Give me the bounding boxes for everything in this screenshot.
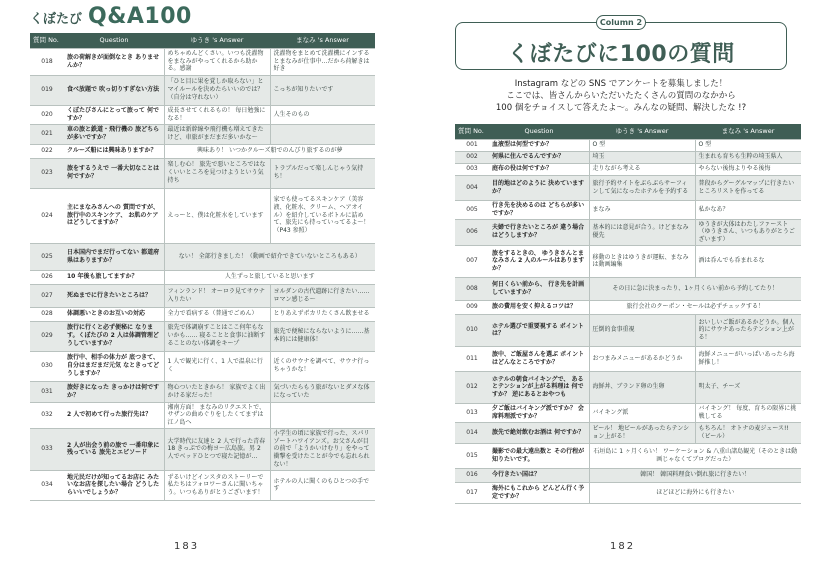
row-mana-answer: ヨルダンの古代遺跡に行きたい……ロマン感じる〜 — [270, 284, 375, 307]
row-question: 地元民だけが知ってるお店に みたいなお店を探したい場合 どうしたらいいでしょうか？ — [64, 470, 164, 500]
row-number: 007 — [455, 245, 489, 277]
qa-table-right — [455, 124, 801, 504]
row-question: 海外にもこれから どんどん行く予定ですか？ — [489, 482, 589, 503]
row-shared-answer: ない！ 全部行きました！（動画で紹介できていないところもある） — [164, 243, 375, 270]
table-row — [30, 105, 375, 124]
row-mana-answer: 旅先で便秘にならないように……基本的には健康体！ — [270, 321, 375, 351]
row-number: 025 — [30, 243, 64, 270]
row-number: 034 — [30, 470, 64, 500]
row-number: 022 — [30, 144, 64, 158]
row-yuki-answer: 走りながら考える — [589, 163, 695, 175]
row-number: 023 — [30, 158, 64, 188]
row-question: 何日くらい前から、 行き先を計画していますか？ — [489, 277, 589, 300]
intro-line: 100 個をチョイスして答えたよ〜。みんなの疑問、解決したな !? — [495, 103, 747, 114]
row-question: 死ぬまでに行きたいところは？ — [64, 284, 164, 307]
header-no: 質問 No. — [455, 124, 489, 139]
table-row — [455, 346, 801, 371]
table-row — [455, 151, 801, 163]
row-question: 行き先を決めるのは どちらが多いですか？ — [489, 200, 589, 219]
row-number: 009 — [455, 300, 489, 314]
row-mana-answer — [270, 402, 375, 428]
table-header-row — [30, 33, 375, 48]
row-question: 旅行に行くと必ず便秘に なります。くぼたびの 2 人は体調管理どうしていますか？ — [64, 321, 164, 351]
row-mana-answer: もちろん！ オトナの麦ジュース!!（ビール） — [695, 422, 801, 443]
page-number-right: 182 — [610, 541, 636, 552]
row-number: 026 — [30, 270, 64, 284]
row-number: 032 — [30, 402, 64, 428]
page-number-left: 183 — [174, 541, 200, 552]
row-yuki-answer: ビール！ 地ビールがあったらテンション上がる！ — [589, 422, 695, 443]
row-question: 夫婦で行きたいところが 違う場合はどうしますか？ — [489, 219, 589, 245]
row-yuki-answer: 大学時代に友達と 2 人で行った青春 18 きっぷでの梅ヨ〜広島旅。男 2 人でベッドひとつで寝た記憶が… — [164, 428, 270, 470]
row-mana-answer: 普段からグーグルマップに行きたいところリストを作ってる — [695, 175, 801, 200]
row-question: 車の旅と鉄道・飛行機の 旅どちらが多いですか？ — [64, 124, 164, 144]
row-yuki-answer: 「ひと目に果を覚しか取らない」とマイルールを決めたらいいのでは？（自分は守れない） — [164, 75, 270, 105]
row-question: 旅好きになった きっかけは何ですか？ — [64, 381, 164, 402]
row-yuki-answer: O 型 — [589, 139, 695, 151]
brand-large: Q&A100 — [88, 4, 192, 29]
table-row — [30, 351, 375, 381]
row-yuki-answer: 埼玉 — [589, 151, 695, 163]
row-yuki-answer: 全力で看病する（普通でごめん） — [164, 307, 270, 321]
table-row — [455, 300, 801, 314]
row-mana-answer: バイキング！ 毎度、育ちの限界に挑戦してる — [695, 403, 801, 422]
header-mana: まなみ 's Answer — [270, 33, 375, 48]
row-question: 主にまなみさんへの 質問ですが、 旅行中のスキンケア、 お肌のケアはどうしてますか？ — [64, 188, 164, 243]
row-shared-answer: その日に急に決まったり、1ヶ月くらい前から予約してたり！ — [589, 277, 801, 300]
row-yuki-answer: 最近は新幹線や飛行機も増えてきたけど、車旅がまだまだ多いかな〜 — [164, 124, 270, 144]
row-number: 017 — [455, 482, 489, 503]
row-question: 2 人で初めて行った旅行先は？ — [64, 402, 164, 428]
row-shared-answer: 人生ずっと旅していると思います — [164, 270, 375, 284]
row-number: 006 — [455, 219, 489, 245]
row-yuki-answer: えっーと、僕は化粧水をしています — [164, 188, 270, 243]
row-number: 021 — [30, 124, 64, 144]
row-number: 014 — [455, 422, 489, 443]
table-row — [30, 144, 375, 158]
row-question: 旅先で絶対飲むお酒は 何ですか？ — [489, 422, 589, 443]
row-shared-answer: 韓国！ 韓国料理食い倒れ旅に行きたい！ — [589, 468, 801, 482]
table-row — [455, 200, 801, 219]
row-mana-answer: 海鮮メニューがいっぱいあったら海鮮推し！ — [695, 346, 801, 371]
row-number: 019 — [30, 75, 64, 105]
table-row — [30, 48, 375, 75]
row-question: 今行きたい国は？ — [489, 468, 589, 482]
row-yuki-answer: 物心ついたときから！ 家族でよく出かける家だった！ — [164, 381, 270, 402]
table-row — [455, 403, 801, 422]
row-number: 020 — [30, 105, 64, 124]
row-number: 012 — [455, 371, 489, 403]
table-row — [455, 482, 801, 503]
row-question: 庭布の役は何ですか？ — [489, 163, 589, 175]
row-yuki-answer: ずるいけどインスタのストーリーで私たちはフォロワーさんに聞いちゃう。いつもありがとうございます！ — [164, 470, 270, 500]
row-number: 018 — [30, 48, 64, 75]
header-yuki: ゆうき 's Answer — [164, 33, 270, 48]
table-row — [30, 402, 375, 428]
row-shared-answer: 旅行会社のクーポン・セールは必ずチェックする！ — [589, 300, 801, 314]
row-question: 血液型は何型ですか？ — [489, 139, 589, 151]
row-yuki-answer: フィンランド！ オーロラ見てサウナ入りたい — [164, 284, 270, 307]
row-yuki-answer: 成長させてくれるもの！ 毎日勉強になる！ — [164, 105, 270, 124]
row-mana-answer: 近くのサウナを調べて、サウナ行っちゃうかな！ — [270, 351, 375, 381]
table-row — [455, 314, 801, 346]
row-yuki-answer: 旅行予約サイトをぶらぶらサーフィンして気になったホテルを予約する — [589, 175, 695, 200]
table-row — [30, 321, 375, 351]
row-number: 033 — [30, 428, 64, 470]
row-mana-answer: 人生そのもの — [270, 105, 375, 124]
row-yuki-answer: 旅先で体調崩すことはここ何年もないかも…… 寝ることと食事に油断することのない体調をキープ — [164, 321, 270, 351]
row-question: 夕ご飯はバイキング派ですか？ 会席料理派ですか？ — [489, 403, 589, 422]
row-question: 2 人が出会う前の旅で 一番印象に残っている 旅先とエピソード — [64, 428, 164, 470]
table-row — [455, 371, 801, 403]
row-question: 旅の荷解きが面倒なとき ありませんか？ — [64, 48, 164, 75]
row-mana-answer: 明太子、チーズ — [695, 371, 801, 403]
row-yuki-answer: 海鮮丼、ブランド卵の生卵 — [589, 371, 695, 403]
row-number: 028 — [30, 307, 64, 321]
row-number: 030 — [30, 351, 64, 381]
table-row — [30, 284, 375, 307]
row-mana-answer: トラブルだって楽しんじゃう気持ち！ — [270, 158, 375, 188]
table-row — [455, 219, 801, 245]
row-yuki-answer: 楽しむ心！ 旅先で悪いところではなくいいところを見つけようという気持ち — [164, 158, 270, 188]
row-number: 011 — [455, 346, 489, 371]
row-number: 027 — [30, 284, 64, 307]
intro-text — [455, 78, 787, 114]
header-yuki: ゆうき 's Answer — [589, 124, 695, 139]
table-row — [455, 245, 801, 277]
table-row — [455, 422, 801, 443]
table-row — [30, 381, 375, 402]
row-number: 029 — [30, 321, 64, 351]
row-yuki-answer: 圧倒的食事重視 — [589, 314, 695, 346]
row-yuki-answer: めちゃめんどくさい。いつも洗濯物をまなみがやってくれるから助かる。感謝 — [164, 48, 270, 75]
row-yuki-answer: まなみ — [589, 200, 695, 219]
table-row — [455, 277, 801, 300]
row-question: 何県に住んでるんですか？ — [489, 151, 589, 163]
row-yuki-answer: 移動のときはゆうきが運転、まなみは動画編集 — [589, 245, 695, 277]
intro-line: ここでは、皆さんからいただいたたくさんの質問のなかから — [506, 91, 736, 102]
row-number: 003 — [455, 163, 489, 175]
table-row — [455, 139, 801, 151]
brand-header — [30, 4, 192, 29]
row-number: 013 — [455, 403, 489, 422]
row-question: 目的地はどのように 決めていますか？ — [489, 175, 589, 200]
row-question: くぼたびさんにとって旅って 何ですか？ — [64, 105, 164, 124]
row-question: 食べ放題で 吹っ切りすぎない方法 — [64, 75, 164, 105]
page-title: くぼたびに100の質問 — [507, 42, 735, 67]
row-yuki-answer: バイキング派 — [589, 403, 695, 422]
table-row — [455, 468, 801, 482]
table-row — [455, 443, 801, 468]
table-row — [30, 270, 375, 284]
table-row — [30, 158, 375, 188]
row-mana-answer: おいしいご飯があるかどうか。個人的にサウナあったらテンション上がる！ — [695, 314, 801, 346]
table-header-row — [455, 124, 801, 139]
row-question: 旅をするうえで 一番大切なことは何ですか？ — [64, 158, 164, 188]
header-mana: まなみ 's Answer — [695, 124, 801, 139]
row-question: 旅行中、相手の体力が 底つきて、自分はまだまだ元気 なときってどうしますか？ — [64, 351, 164, 381]
row-question: 日本国内でまだ行ってない 都道府県はありますか？ — [64, 243, 164, 270]
row-mana-answer: やらない後悔よりやる後悔 — [695, 163, 801, 175]
brand-small: くぼたび — [30, 12, 83, 27]
row-number: 024 — [30, 188, 64, 243]
row-mana-answer: 気づいたらもう旅がないとダメな体になっていた — [270, 381, 375, 402]
table-row — [30, 124, 375, 144]
table-row — [30, 307, 375, 321]
table-row — [30, 75, 375, 105]
row-mana-answer: 生まれも育ちも生粋の埼玉県人 — [695, 151, 801, 163]
row-question: 体調悪いときのお互いの対応 — [64, 307, 164, 321]
row-mana-answer: 小学生の頃に家族で行った、スパリゾートハワイアンズ。お父さんが目の前で「ようかいけむり」をやって衝撃を受けたことが今でも忘れられない！ — [270, 428, 375, 470]
row-mana-answer: ホテルの人に聞くのもひとつの手です — [270, 470, 375, 500]
row-question: ホテルの朝食バイキングで、 あるとテンションが上がる料理は 何ですか？ 逆にあるとおやつも — [489, 371, 589, 403]
row-shared-answer: 石垣島に 1 ヶ月くらい！ ワーケーション & 八重山諸島観光（そのときは動画じゃなくてブログだった） — [589, 443, 801, 468]
row-yuki-answer: 1 人で観光に行く、1 人で温泉に行く — [164, 351, 270, 381]
row-question: 旅中、ご飯屋さんを選ぶ ポイントはどんなところですか？ — [489, 346, 589, 371]
table-row — [30, 188, 375, 243]
row-mana-answer: こっちが知りたいです — [270, 75, 375, 105]
row-number: 004 — [455, 175, 489, 200]
row-number: 015 — [455, 443, 489, 468]
header-question: Question — [64, 33, 164, 48]
table-row — [30, 428, 375, 470]
row-number: 005 — [455, 200, 489, 219]
table-row — [455, 175, 801, 200]
right-page — [413, 0, 826, 583]
row-mana-answer — [270, 124, 375, 144]
row-question: 10 年後も旅してますか？ — [64, 270, 164, 284]
row-question: 旅の費用を安く抑えるコツは？ — [489, 300, 589, 314]
row-mana-answer: とりあえずポカリたくさん飲ませる — [270, 307, 375, 321]
row-mana-answer: ゆうきが大体はわたしファースト（ゆうきさん、いつもありがとうございます） — [695, 219, 801, 245]
row-mana-answer: 私かなあ？ — [695, 200, 801, 219]
row-question: クルーズ船には興味ありますか？ — [64, 144, 164, 158]
header-question: Question — [489, 124, 589, 139]
row-shared-answer: 興味あり！ いつかクルーズ船でのんびり旅するのが夢 — [164, 144, 375, 158]
row-number: 008 — [455, 277, 489, 300]
table-row — [30, 470, 375, 500]
row-question: 撮影での最大遠出数と その行程が知りたいです。 — [489, 443, 589, 468]
row-question: ホテル選びで重要視する ポイントは？ — [489, 314, 589, 346]
row-yuki-answer: おつまみメニューがあるかどうか — [589, 346, 695, 371]
row-yuki-answer: 基本的には意見が合う。けどまなみ優先 — [589, 219, 695, 245]
row-number: 016 — [455, 468, 489, 482]
row-number: 010 — [455, 314, 489, 346]
row-number: 001 — [455, 139, 489, 151]
row-yuki-answer: 湘南方面！ まなみのリクエストで、サザンの曲めぐりをしたくてまずは江ノ島へ — [164, 402, 270, 428]
row-mana-answer: 酒は呑んでも呑まれるな — [695, 245, 801, 277]
intro-line: Instagram などの SNS でアンケートを募集しました！ — [514, 79, 728, 89]
row-number: 031 — [30, 381, 64, 402]
table-row — [30, 243, 375, 270]
row-shared-answer: ほどほどに海外にも行きたい — [589, 482, 801, 503]
qa-table-left — [30, 33, 375, 501]
row-mana-answer: 洗濯物をまとめて洗濯機にインするとまなみが仕事中…だから荷解きは好き — [270, 48, 375, 75]
header-no: 質問 No. — [30, 33, 64, 48]
row-number: 002 — [455, 151, 489, 163]
table-row — [455, 163, 801, 175]
column-badge: Column 2 — [596, 15, 646, 30]
row-mana-answer: O 型 — [695, 139, 801, 151]
row-mana-answer: 家でも使ってるスキンケア（美容液、化粧水、クリーム、ヘアオイル）を紹介しているボトルに詰めて、旅先にも持っていってるよ〜！（P43 参照） — [270, 188, 375, 243]
row-question: 旅をするときの、 ゆうきさんとまなみさん 2 人のルールはありますか？ — [489, 245, 589, 277]
